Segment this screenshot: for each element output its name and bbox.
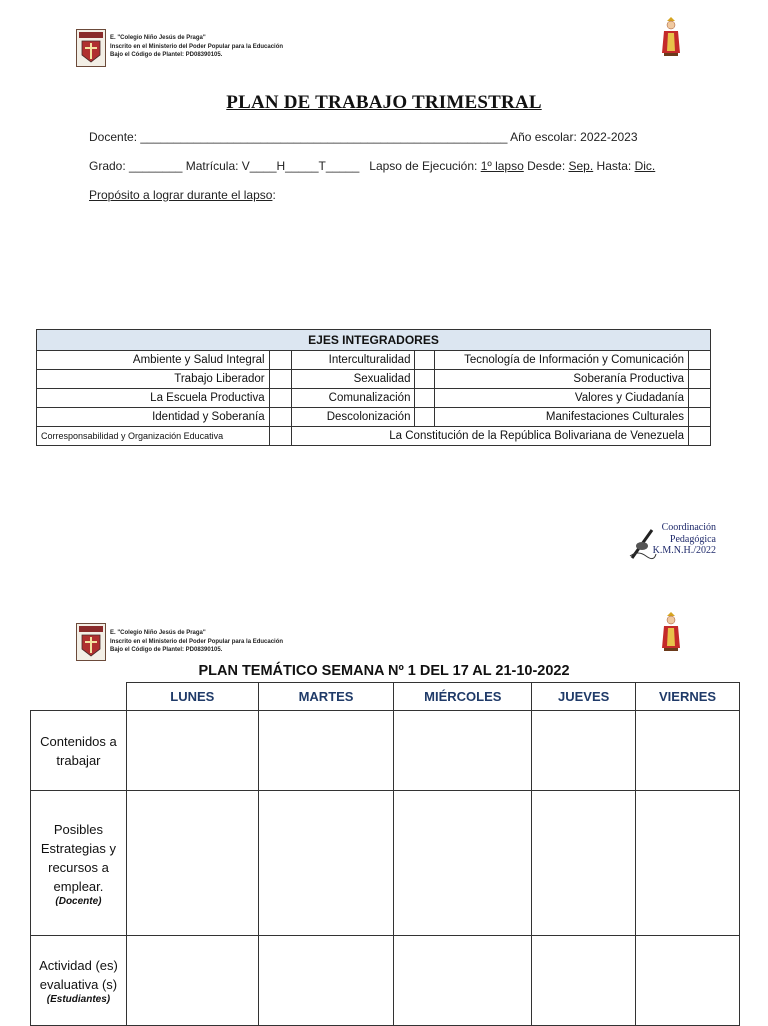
plan-table	[30, 682, 740, 1026]
table-row	[31, 791, 740, 936]
school-registry: Inscrito en el Ministerio del Poder Popular para la Educación	[110, 43, 284, 50]
day-header: VIERNES	[636, 683, 740, 711]
crest-icon	[76, 623, 106, 661]
desde-label: Desde:	[527, 159, 566, 173]
checkbox-cell[interactable]	[415, 389, 435, 408]
checkbox-cell[interactable]	[269, 389, 291, 408]
eje-cell: Interculturalidad	[291, 351, 415, 370]
row-label	[31, 791, 127, 936]
proposito-line	[89, 188, 276, 202]
eje-cell: La Constitución de la República Bolivariana de Venezuela	[291, 427, 688, 446]
docente-label: Docente:	[89, 130, 138, 144]
checkbox-cell[interactable]	[269, 351, 291, 370]
plan-cell[interactable]	[636, 791, 740, 936]
plan-cell[interactable]	[394, 711, 532, 791]
table-row	[37, 427, 711, 446]
row-label	[31, 936, 127, 1026]
school-registry: Inscrito en el Ministerio del Poder Popular para la Educación	[110, 638, 284, 645]
eje-cell: Soberanía Productiva	[435, 370, 689, 389]
plan-cell[interactable]	[126, 791, 258, 936]
matricula-h-field[interactable]: _____	[285, 159, 319, 173]
ejes-table	[36, 329, 711, 446]
infant-jesus-icon	[660, 17, 682, 57]
proposito-label: Propósito a lograr durante el lapso	[89, 188, 273, 202]
matricula-v-field[interactable]: ____	[249, 159, 277, 173]
school-name: E. "Colegio Niño Jesús de Praga"	[110, 630, 206, 636]
row-label-sub: (Estudiantes)	[46, 994, 111, 1005]
day-header: JUEVES	[532, 683, 636, 711]
table-row	[31, 711, 740, 791]
eje-cell: La Escuela Productiva	[37, 389, 270, 408]
checkbox-cell[interactable]	[269, 408, 291, 427]
day-header: MIÉRCOLES	[394, 683, 532, 711]
eje-cell: Trabajo Liberador	[37, 370, 270, 389]
corner-cell	[31, 683, 127, 711]
matricula-t-field[interactable]: _____	[325, 159, 360, 173]
eje-cell: Manifestaciones Culturales	[435, 408, 689, 427]
school-code: Bajo el Código de Plantel: PD08390105.	[110, 647, 223, 653]
row-label-text: Contenidos a trabajar	[40, 733, 117, 768]
eje-cell: Identidad y Soberanía	[37, 408, 270, 427]
plan-cell[interactable]	[532, 711, 636, 791]
school-year: Año escolar: 2022-2023	[510, 130, 638, 144]
plan-cell[interactable]	[636, 711, 740, 791]
school-header-text	[110, 34, 283, 60]
plan-cell[interactable]	[258, 711, 394, 791]
coordination-stamp	[628, 520, 718, 560]
checkbox-cell[interactable]	[689, 427, 711, 446]
plan-cell[interactable]	[532, 791, 636, 936]
desde-value: Sep.	[568, 159, 594, 173]
page-title: PLAN DE TRABAJO TRIMESTRAL	[226, 92, 542, 113]
grado-label: Grado:	[89, 159, 126, 173]
checkbox-cell[interactable]	[689, 389, 711, 408]
plan-cell[interactable]	[394, 936, 532, 1026]
checkbox-cell[interactable]	[415, 408, 435, 427]
eje-cell: Descolonización	[291, 408, 415, 427]
checkbox-cell[interactable]	[415, 351, 435, 370]
eje-cell: Sexualidad	[291, 370, 415, 389]
proposito-colon: :	[272, 188, 276, 202]
row-label-text: Actividad (es) evaluativa (s)	[39, 958, 118, 992]
eje-cell: Valores y Ciudadanía	[435, 389, 689, 408]
crest-icon	[76, 29, 106, 67]
saint-image	[660, 612, 682, 657]
table-row	[31, 936, 740, 1026]
checkbox-cell[interactable]	[689, 408, 711, 427]
hasta-label: Hasta:	[596, 159, 632, 173]
saint-image	[660, 17, 682, 62]
table-row	[37, 370, 711, 389]
matricula-label: Matrícula: V	[185, 159, 250, 173]
eje-cell: Comunalización	[291, 389, 415, 408]
eje-cell: Tecnología de Información y Comunicación	[435, 351, 689, 370]
row-label	[31, 711, 127, 791]
school-code: Bajo el Código de Plantel: PD08390105.	[110, 52, 223, 58]
row-label-text: Posibles Estrategias y recursos a emplear.	[40, 821, 117, 894]
checkbox-cell[interactable]	[689, 351, 711, 370]
matricula-h-label: H	[276, 159, 286, 173]
eje-cell: Corresponsabilidad y Organización Educativa	[37, 427, 270, 446]
checkbox-cell[interactable]	[415, 370, 435, 389]
plan-cell[interactable]	[258, 791, 394, 936]
matricula-t-label: T	[318, 159, 326, 173]
docente-line	[89, 130, 638, 144]
school-header-text	[110, 629, 283, 655]
plan-cell[interactable]	[258, 936, 394, 1026]
stamp-line2: Pedagógica	[669, 533, 716, 545]
row-label-sub: (Docente)	[55, 895, 102, 907]
infant-jesus-icon	[660, 612, 682, 652]
table-row	[37, 351, 711, 370]
plan-cell[interactable]	[126, 711, 258, 791]
school-crest	[76, 29, 106, 72]
checkbox-cell[interactable]	[269, 370, 291, 389]
plan-cell[interactable]	[532, 936, 636, 1026]
ejes-heading: EJES INTEGRADORES	[37, 330, 711, 351]
hasta-value: Dic.	[634, 159, 656, 173]
checkbox-cell[interactable]	[269, 427, 291, 446]
stamp-line3: K.M.N.H./2022	[652, 545, 716, 556]
eje-cell: Ambiente y Salud Integral	[37, 351, 270, 370]
plan-cell[interactable]	[394, 791, 532, 936]
day-header: LUNES	[126, 683, 258, 711]
grado-line	[89, 159, 655, 173]
grado-field[interactable]: ________	[129, 159, 183, 173]
plan-title: PLAN TEMÁTICO SEMANA Nº 1 DEL 17 AL 21-10-2022	[198, 663, 570, 679]
plan-cell[interactable]	[126, 936, 258, 1026]
table-row	[37, 408, 711, 427]
stamp-line1: Coordinación	[661, 522, 716, 533]
stamp-text	[648, 522, 716, 557]
plan-cell[interactable]	[636, 936, 740, 1026]
lapso-value: 1º lapso	[480, 159, 524, 173]
docente-field[interactable]: _______________________________________________________	[140, 130, 508, 144]
lapso-label: Lapso de Ejecución:	[369, 159, 478, 173]
school-crest	[76, 623, 106, 666]
table-row	[37, 389, 711, 408]
school-name: E. "Colegio Niño Jesús de Praga"	[110, 35, 206, 41]
checkbox-cell[interactable]	[689, 370, 711, 389]
day-header: MARTES	[258, 683, 394, 711]
